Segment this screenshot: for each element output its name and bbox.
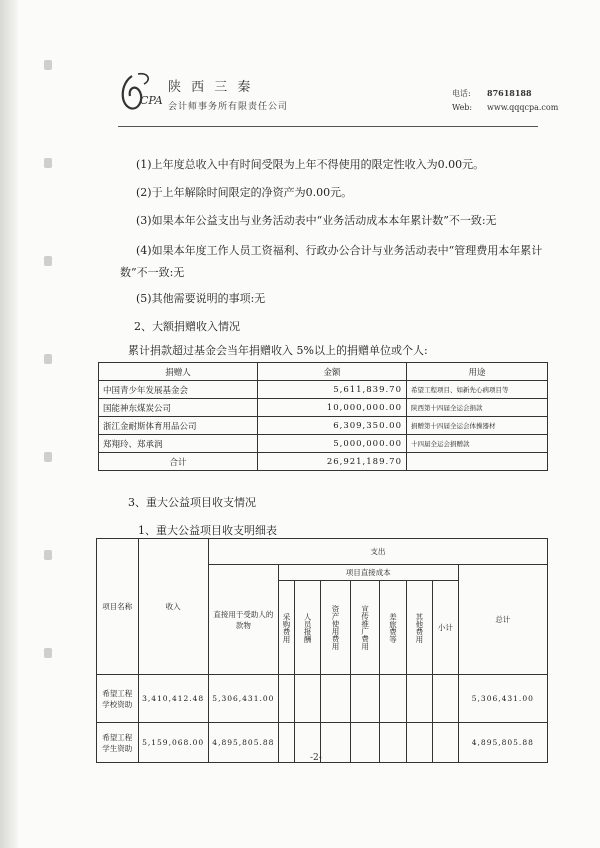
note-4: (4)如果本年度工作人员工资福利、行政办公合计与业务活动表中“管理费用本年累计数”不一致:无 [120,244,543,279]
use-cell: 十四届全运会捐赠款 [407,435,548,453]
col-header-amount: 金额 [258,363,407,381]
table-row [97,723,548,763]
amount-cell: 6,309,350.00 [258,417,407,435]
col-header-direct-aid: 直接用于受助人的款物 [208,565,278,675]
note-1: (1)上年度总收入中有时间受限为上年不得使用的限定性收入为0.00元。 [136,158,485,171]
donor-cell: 郑翔玲、郑承润 [99,435,258,453]
col-header-income: 收入 [138,539,208,675]
donor-cell: 浙江金耐斯体育用品公司 [99,417,258,435]
col-header-subtotal: 小计 [433,581,459,675]
income-cell: 3,410,412.48 [138,675,208,723]
table-row [99,381,548,399]
phone-label: 电话: [452,89,471,98]
amount-cell: 5,611,839.70 [258,381,407,399]
table-row [97,675,548,723]
col-header-promotion: 宣传推广费用 [350,581,380,675]
section-2-intro: 累计捐款超过基金会当年捐赠收入 5%以上的捐赠单位或个人: [128,344,428,357]
total-row [99,453,548,471]
project-name-cell: 希望工程学校资助 [97,675,139,723]
note-3: (3)如果本年公益支出与业务活动表中“业务活动成本本年累计数”不一致:无 [136,214,497,227]
use-cell: 希望工程项目、如新先心病项目等 [407,381,548,399]
donor-cell: 中国青少年发展基金会 [99,381,258,399]
donation-table [98,362,548,471]
page-number: -2- [310,753,322,763]
cpa-logo-icon [118,70,168,114]
contact-info [452,86,558,115]
col-header-other: 其他费用 [406,581,432,675]
donor-cell: 国能神东煤炭公司 [99,399,258,417]
firm-name: 陕 西 三 秦 [168,80,254,95]
table-row [99,417,548,435]
income-cell: 5,159,068.00 [138,723,208,763]
note-2: (2)于上年解除时间限定的净资产为0.00元。 [136,186,353,199]
use-cell: 捐赠第十四届全运会体操器材 [407,417,548,435]
col-header-total: 总计 [458,565,547,675]
table-row [99,399,548,417]
section-3-title: 3、重大公益项目收支情况 [128,496,256,509]
col-header-use: 用途 [407,363,548,381]
col-header-travel: 差旅费等 [380,581,406,675]
svg-text:CPA: CPA [140,94,163,107]
direct-aid-cell: 4,895,805.88 [208,723,278,763]
section-2-title: 2、大额捐赠收入情况 [134,320,240,333]
total-label: 合计 [99,453,258,471]
note-5: (5)其他需要说明的事项:无 [136,292,266,305]
direct-aid-cell: 5,306,431.00 [208,675,278,723]
col-header-staff-pay: 人员报酬 [294,581,320,675]
col-header-project-name: 项目名称 [97,539,139,675]
col-header-donor: 捐赠人 [99,363,258,381]
firm-full-name: 会计师事务所有限责任公司 [168,102,289,112]
binding-holes [44,60,52,746]
total-amount: 26,921,189.70 [258,453,407,471]
amount-cell: 10,000,000.00 [258,399,407,417]
header-divider [118,126,538,127]
total-cell: 4,895,805.88 [458,723,547,763]
col-header-direct-cost: 项目直接成本 [278,565,458,581]
total-cell: 5,306,431.00 [458,675,547,723]
project-name-cell: 希望工程学生资助 [97,723,139,763]
phone-number: 87618188 [487,88,532,98]
section-3-subtitle: 1、重大公益项目收支明细表 [138,524,277,537]
scan-edge [0,0,18,848]
amount-cell: 5,000,000.00 [258,435,407,453]
firm-header [168,76,288,112]
project-table [96,538,548,763]
col-header-asset-use: 资产使用费用 [321,581,351,675]
col-header-expense: 支出 [208,539,547,565]
web-label: Web: [452,103,473,112]
col-header-purchase: 采购费用 [278,581,294,675]
table-header-row [99,363,548,381]
table-row [99,435,548,453]
web-address: www.qqqcpa.com [487,103,559,112]
use-cell: 陕西第十四届全运会捐款 [407,399,548,417]
